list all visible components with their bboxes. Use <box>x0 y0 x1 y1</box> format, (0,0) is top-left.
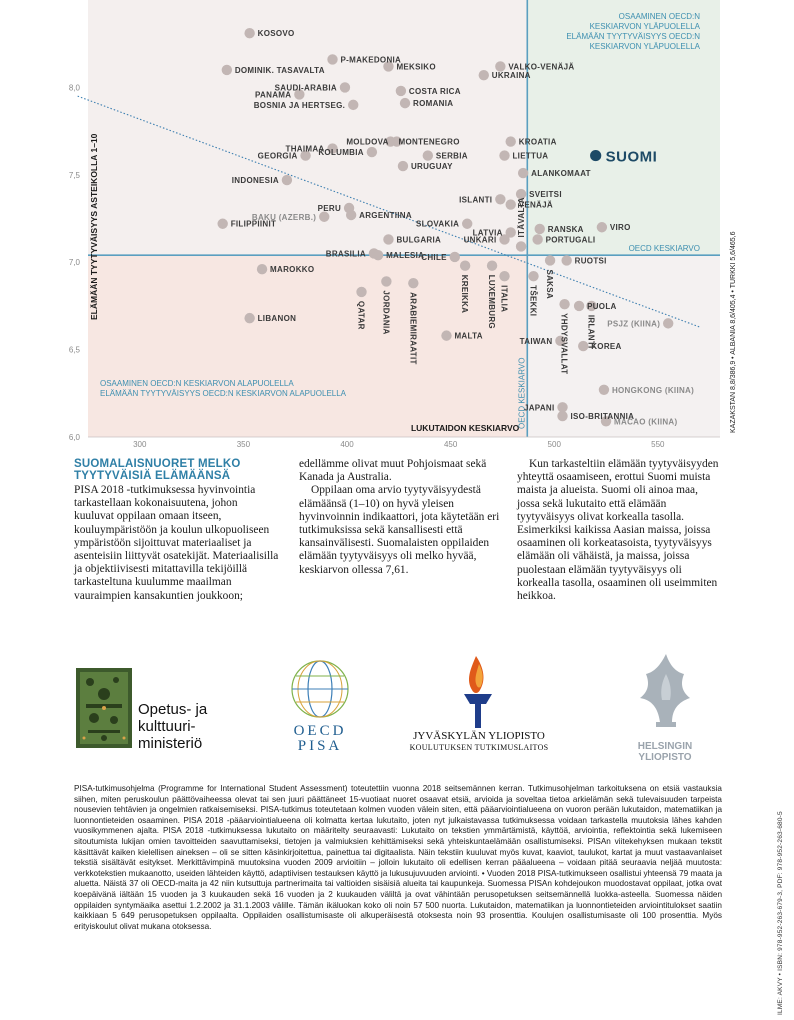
point-label: MAROKKO <box>270 265 315 275</box>
data-point <box>574 301 584 311</box>
point-label: HONGKONG (KIINA) <box>611 385 695 395</box>
point-label: JORDANIA <box>381 290 391 335</box>
point-label: MALTA <box>454 331 483 341</box>
data-point <box>340 82 350 92</box>
quadrant-label-line: OSAAMINEN OECD:N <box>618 12 700 21</box>
data-point <box>487 260 497 270</box>
quadrant-bottom-right <box>527 255 720 437</box>
torch-icon <box>404 650 554 728</box>
data-point <box>400 98 410 108</box>
point-label: ALANKOMAAT <box>531 169 591 179</box>
quadrant-label-line: KESKIARVON YLÄPUOLELLA <box>589 42 700 51</box>
x-tick-label: 400 <box>340 440 354 449</box>
point-label: PANAMA <box>255 90 292 100</box>
data-point <box>450 252 460 262</box>
x-tick-label: 300 <box>133 440 147 449</box>
data-point <box>346 210 356 220</box>
data-point <box>561 255 571 265</box>
point-label: KOSOVO <box>257 29 295 39</box>
point-label: LATVIA <box>472 228 503 238</box>
highlight-point <box>590 150 601 161</box>
data-point <box>423 150 433 160</box>
outlier-note: KAZAKSTAN 8,8/386,9 • ALBANIA 8,6/405,4 • TURKKI 5,6/465,6 <box>730 231 737 433</box>
data-point <box>499 150 509 160</box>
point-label: BULGARIA <box>396 235 442 245</box>
jyu-institute: KOULUTUKSEN TUTKIMUSLAITOS <box>409 743 549 752</box>
point-label: SVEITSI <box>529 190 562 200</box>
article-column-2 <box>299 458 504 577</box>
point-label: ARGENTIINA <box>359 211 412 221</box>
data-point <box>663 318 673 328</box>
point-label: YHDYSVALLAT <box>559 313 569 375</box>
point-label: MONTENEGRO <box>398 137 460 147</box>
data-point <box>506 199 516 209</box>
point-label: IRLANTI <box>586 314 596 349</box>
hy-logo <box>610 650 720 763</box>
headline-line-2: TYYTYVÄISIÄ ELÄMÄÄNSÄ <box>74 470 231 482</box>
quadrant-label-line: KESKIARVON YLÄPUOLELLA <box>589 22 700 31</box>
data-point <box>257 264 267 274</box>
point-label: ROMANIA <box>413 99 454 109</box>
data-point <box>244 313 254 323</box>
data-point <box>319 212 329 222</box>
data-point <box>348 100 358 110</box>
scatter-chart <box>0 0 794 455</box>
data-point <box>545 255 555 265</box>
data-point <box>327 54 337 64</box>
point-label: PERU <box>317 204 342 214</box>
data-point <box>396 86 406 96</box>
data-point <box>381 276 391 286</box>
point-label: BRASILIA <box>325 249 366 259</box>
okm-emblem-icon <box>76 668 132 748</box>
data-point <box>462 219 472 229</box>
point-label: TAIWAN <box>519 336 553 346</box>
point-label: GEORGIA <box>257 151 298 161</box>
point-label: UNKARI <box>463 235 497 245</box>
data-point <box>597 222 607 232</box>
okm-logo <box>76 668 246 752</box>
headline-line-1: SUOMALAISNUORET MELKO <box>74 458 241 470</box>
point-label: ITÄVALTA <box>517 197 527 238</box>
jyu-logo <box>404 650 554 756</box>
point-label: LIBANON <box>257 314 297 324</box>
oecd-globe-icon <box>280 656 360 722</box>
point-label: MEKSIKO <box>396 62 436 72</box>
data-point <box>222 65 232 75</box>
hy-name: HELSINGIN YLIOPISTO <box>637 741 693 763</box>
point-label: VIRO <box>609 223 631 233</box>
data-point <box>479 70 489 80</box>
point-label: FILIPPIINIT <box>230 219 277 229</box>
y-axis-title: ELÄMÄÄN TYYTYVÄISYYS ASTEIKOLLA 1–10 <box>89 133 99 320</box>
data-point <box>495 194 505 204</box>
point-label: SLOVAKIA <box>416 219 460 229</box>
quadrant-label-line: ELÄMÄÄN TYYTYVÄISYYS OECD:N KESKIARVON ALAPUOLELLA <box>100 389 347 398</box>
quadrant-label-line: ELÄMÄÄN TYYTYVÄISYYS OECD:N <box>566 32 700 41</box>
point-label: PUOLA <box>587 301 617 311</box>
point-label: ITALIA <box>499 285 509 313</box>
info-box <box>74 784 722 932</box>
y-tick-label: 7,5 <box>68 170 80 180</box>
point-label: MACAO (KIINA) <box>614 417 678 427</box>
data-point <box>535 224 545 234</box>
oecd-pisa-logo <box>280 656 360 756</box>
x-tick-label: 500 <box>547 440 561 449</box>
point-label: URUGUAY <box>410 162 453 172</box>
point-label: VALKO-VENÄJÄ <box>508 62 575 72</box>
data-point <box>373 250 383 260</box>
y-tick-label: 6,5 <box>68 345 80 355</box>
data-point <box>518 168 528 178</box>
highlight-label: SUOMI <box>605 148 658 166</box>
point-label: RUOTSI <box>574 256 607 266</box>
point-label: LIETTUA <box>512 151 549 161</box>
point-label: LUXEMBURG <box>487 274 497 329</box>
point-label: MALESIA <box>386 251 425 261</box>
point-label: P-MAKEDONIA <box>340 55 402 65</box>
point-label: SAKSA <box>545 269 555 299</box>
point-label: RANSKA <box>547 224 584 234</box>
point-label: ISO-BRITANNIA <box>570 412 635 422</box>
point-label: PORTUGALI <box>545 235 596 245</box>
point-label: TŠEKKI <box>528 285 538 317</box>
data-point <box>282 175 292 185</box>
point-label: KOLUMBIA <box>318 148 364 158</box>
point-label: UKRAINA <box>491 71 531 81</box>
data-point <box>398 161 408 171</box>
okm-name: Opetus- ja kulttuuri- ministeriö <box>138 701 208 752</box>
data-point <box>217 219 227 229</box>
data-point <box>506 136 516 146</box>
x-tick-label: 350 <box>236 440 251 449</box>
x-tick-label: 550 <box>651 440 665 449</box>
data-point <box>383 234 393 244</box>
article-column-1 <box>74 458 279 603</box>
point-label: KROATIA <box>518 137 557 147</box>
point-label: ARABIEMIRAATIT <box>408 292 418 365</box>
y-tick-label: 7,0 <box>68 258 80 268</box>
data-point <box>441 330 451 340</box>
point-label: BAKU (AZERB.) <box>251 212 317 222</box>
info-text: PISA-tutkimusohjelma (Programme for International Student Assessment) toteutettiin vuonna 2018 seitsemännen kerran. Tutkimusohjelman tarkoituksena on etsiä vastauksia siihen, miten peruskoulun päättövaiheessa olevat tai sen juuri päättäneet 15-vuotiaat nuoret osaavat etsiä, arvioida ja soveltaa tietoa arkielämän sekä tulevaisuuden tarpeista nousevien tehtävien ja ongelmien ratkaisemiseksi. PISA-tutkimus toteutetaan kolmen vuoden välein siten, että pääarviointialueena on vuoron perään lukutaidon, matematiikan ja luonnontieteiden osaaminen. PISA 2018 -pääarviointialueena oli kolmatta kertaa lukutaito, joten nyt julkaistavassa tutkimuksessa voidaan tarkastella muutoksia lähes kahden vuosikymmenen ajalta. PISA 2018 -tutkimuksessa lukutaito on määritelty seuraavasti: Lukutaito on tekstien ymmärtämistä, käyttöä, arviointia, reflektointia sekä lukemiseen sitoutumista lukijan omien tavoitteiden saavuttamiseksi, tietojen ja valmiuksien kehittämiseksi sekä yhteiskuntaelämään osallistumiseksi. PISAn viitekehyksen mukaan tekstit käsittävät kaiken kielellisen aineksen – oli se sitten käsinkirjoitettua, painettua tai digitaalista. Näin tekstiin kuuluvat myös kuvat, kaaviot, taulukot, kartat ja muut vastaavanlaiset tekstiä sisältävät esitykset. Merkittävimpinä muutoksina vuoden 2009 arvioitiin – jolloin lukutaito oli edellisen kerran pääalueena – voidaan pitää seuraavia neljää muutosta: verkkotekstien mukaanotto, useiden lähteiden käyttö, adaptiivisen testauksen käyttö ja lukusujuvuuden arviointi. • Vuoden 2018 PISA-tutkimukseen osallistui yhteensä 79 maata ja aluetta. Näistä 37 oli OECD-maita ja 42 niin kutsuttuja partnerimaita tai valtioiden sisäisiä alueita tai kaupunkeja. Suomessa PISAn kohdejoukon muodostavat oppilaat, jotka ovat koepäivänä iältään 15 vuoden ja 3 kuukauden sekä 16 vuoden ja 2 kuukauden väliltä ja ovat vähintään perusopetuksen seitsemännellä luokka-asteella. Suomessa näiden oppilaiden syntymäaika asettui 1.2.2002 ja 31.1.2003 välille. Tämän ikäluokan koko oli noin 57 500 nuorta. Lukutaidon, matematiikan ja luonnontieteiden arviointitulokset saatiin kaikkiaan 5 649 perusopetuksen oppilaalta. Oppilaiden osallistumisaste oli alkuperäisestä otoksesta noin 93 prosenttia. Koulujen osallistumisaste oli 100 prosenttia. Myös erityiskoulut olivat mukana otoksessa. <box>74 784 722 931</box>
imprint-note: ILME: AKVY • ISBN: 978-952-263-679-3, PDF: 978-952-263-680-5 <box>777 811 784 1015</box>
x-axis-title: LUKUTAIDON KESKIARVO <box>410 423 520 433</box>
oecd-average-v-label: OECD KESKIARVO <box>517 357 527 429</box>
data-point <box>499 271 509 281</box>
point-label: THAIMAA <box>285 144 325 154</box>
point-label: PSJZ (KIINA) <box>607 319 661 329</box>
point-label: COSTA RICA <box>408 86 461 96</box>
data-point <box>408 278 418 288</box>
jyu-name: JYVÄSKYLÄN YLIOPISTO <box>413 730 545 742</box>
data-point <box>599 385 609 395</box>
paragraph: edellämme olivat muut Pohjoismaat sekä Kanada ja Australia. <box>299 458 487 484</box>
oecd-average-h-label: OECD KESKIARVO <box>628 244 700 254</box>
data-point <box>495 61 505 71</box>
data-point <box>528 271 538 281</box>
point-label: JAPANI <box>523 403 555 413</box>
data-point <box>367 147 377 157</box>
data-point <box>532 234 542 244</box>
data-point <box>516 241 526 251</box>
data-point <box>557 411 567 421</box>
point-label: DOMINIK. TASAVALTA <box>234 65 325 75</box>
y-tick-label: 8,0 <box>68 83 80 93</box>
point-label: CHILE <box>421 252 447 262</box>
paragraph: PISA 2018 -tutkimuksessa hyvinvointia tarkastellaan kokonaisuutena, johon kuuluvat oppilaan omaan itseen, kouluympäristöön ja koulun ulkopuoliseen ympäristöön sijoittuvat materiaaliset ja asenteisiin liittyvät osatekijät. Materiaalisilla ja objektiivisesti mitattavilla tekijöillä tarkasteltuna kuulumme maailman vauraimpien kansakuntien joukkoon; <box>74 484 279 602</box>
point-label: QATAR <box>356 300 366 330</box>
y-tick-label: 6,0 <box>68 433 80 442</box>
point-label: SERBIA <box>435 151 468 161</box>
quadrant-label-line: OSAAMINEN OECD:N KESKIARVON ALAPUOLELLA <box>100 379 294 388</box>
paragraph: Oppilaan oma arvio tyytyväisyydestä elämäänsä (1–10) on hyvä yleisen hyvinvoinnin indikaattori, jota käytetään eri tutkimuksissa sekä kansallisesti että kansainvälisesti. Suomalaisten oppilaiden elämään tyytyväisyys oli melko hyvää, keskiarvon ollessa 7,61. <box>299 484 500 576</box>
data-point <box>460 260 470 270</box>
point-label: SAUDI-ARABIA <box>274 83 337 93</box>
article <box>74 458 724 628</box>
point-label: MOLDOVA <box>346 137 389 147</box>
headline <box>74 458 279 482</box>
article-column-3 <box>517 458 722 603</box>
point-label: VENÄJÄ <box>518 200 553 210</box>
oecd-pisa-wordmark: OECD PISA <box>293 723 347 754</box>
point-label: INDONESIA <box>231 176 279 186</box>
paragraph: Kun tarkasteltiin elämään tyytyväisyyden yhteyttä osaamiseen, erottui Suomi muista maista ja alueista. Suomi oli ainoa maa, jossa sekä lukutaito että elämään tyytyväisyys olivat korkealla tasolla. Esimerkiksi kaikissa Aasian maissa, joissa osaaminen oli korkeatasoista, tyytyväisyys elämään oli vähäistä, ja maissa, joissa puolestaan elämään tyytyväisyys oli korkealla tasolla, osaaminen oli useimmiten heikkoa. <box>517 458 719 603</box>
hy-flame-icon <box>610 650 720 736</box>
point-label: KOREA <box>591 342 622 352</box>
point-label: ISLANTI <box>459 195 493 205</box>
data-point <box>356 287 366 297</box>
data-point <box>244 28 254 38</box>
data-point <box>559 299 569 309</box>
point-label: KREIKKA <box>460 274 470 314</box>
point-label: BOSNIA JA HERTSEG. <box>253 100 346 110</box>
x-tick-label: 450 <box>443 440 458 449</box>
logo-row <box>74 650 724 763</box>
